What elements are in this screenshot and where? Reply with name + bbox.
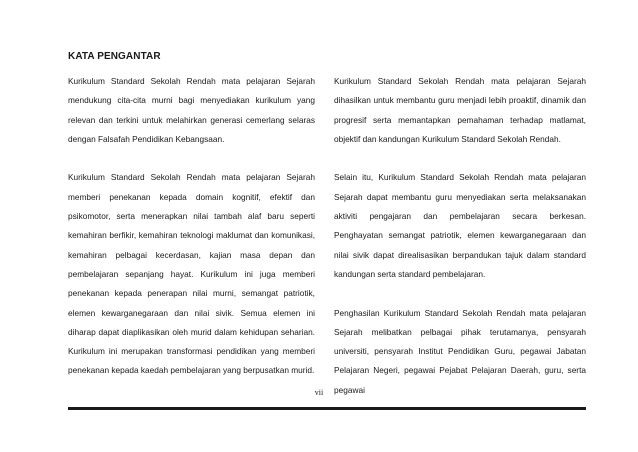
right-column (334, 72, 586, 419)
footer-rule (68, 407, 586, 410)
page-number: vii (314, 388, 324, 397)
page-title: KATA PENGANTAR (68, 51, 161, 62)
left-paragraph-1: Kurikulum Standard Sekolah Rendah mata pelajaran Sejarah mendukung cita-cita murni bagi menyediakan kurikulum yang relevan dan terkini untuk melahirkan generasi cemerlang selaras dengan Falsafah Pendidikan Kebangsaan. (68, 76, 315, 144)
right-paragraph-3: Penghasilan Kurikulum Standard Sekolah Rendah mata pelajaran Sejarah melibatkan pelbagai pihak terutamanya, pensyarah universiti, pensyarah Institut Pendidikan Guru, pegawai Jabatan Pelajaran Negeri, pegawai Pejabat Pelajaran Daerah, guru, serta pegawai (334, 307, 586, 395)
left-column (68, 72, 315, 400)
right-paragraph-1: Kurikulum Standard Sekolah Rendah mata pelajaran Sejarah dihasilkan untuk membantu guru menjadi lebih proaktif, dinamik dan progresif serta memantapkan pemahaman terhadap matlamat, objektif dan kandungan Kurikulum Standard Sekolah Rendah. (334, 76, 586, 144)
right-paragraph-2: Selain itu, Kurikulum Standard Sekolah Rendah mata pelajaran Sejarah dapat membantu guru menyediakan serta melaksanakan aktiviti pengajaran dan pembelajaran secara berkesan. Penghayatan semangat patriotik, elemen kewarganegaraan dan nilai sivik dapat direalisasikan berpandukan tajuk dalam standard kandungan serta standard pembelajaran. (334, 172, 586, 279)
left-paragraph-2: Kurikulum Standard Sekolah Rendah mata pelajaran Sejarah memberi penekanan kepada domain kognitif, efektif dan psikomotor, serta menerapkan nilai tambah alaf baru seperti kemahiran berfikir, kemahiran teknologi maklumat dan komunikasi, kemahiran pelbagai kecerdasan, kajian masa depan dan pembelajaran sepanjang hayat. Kurikulum ini juga memberi penekanan kepada penerapan nilai murni, semangat patriotik, elemen kewarganegaraan dan nilai sivik. Semua elemen ini diharap dapat diaplikasikan oleh murid dalam kehidupan seharian. Kurikulum ini merupakan transformasi pendidikan yang memberi penekanan kepada kaedah pembelajaran yang berpusatkan murid. (68, 172, 315, 376)
